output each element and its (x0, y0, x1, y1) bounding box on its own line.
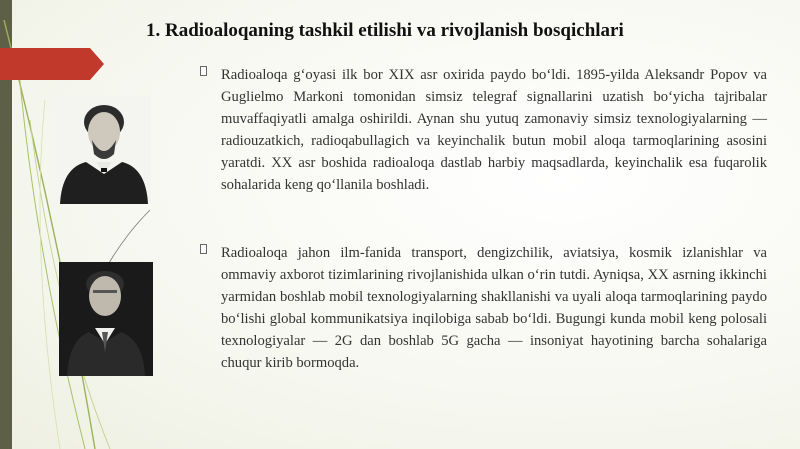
portrait-photo-marconi (59, 262, 153, 376)
bullet-icon (199, 64, 209, 78)
bullet-icon (199, 242, 209, 256)
portrait-photo-popov (56, 96, 151, 204)
bullet-item-impact (199, 242, 767, 374)
slide-title: 1. Radioaloqaning tashkil etilishi va rivojlanish bosqichlari (146, 20, 624, 41)
bullet-item-history (199, 64, 767, 196)
red-arrow-marker (0, 48, 104, 80)
paragraph-impact: Radioaloqa jahon ilm-fanida transport, dengizchilik, aviatsiya, kosmik izlanishlar va ommaviy axborot tizimlarining rivojlanishida ulkan o‘rin tutdi. Ayniqsa, XX asrning ikkinchi yarmidan boshlab mobil texnologiyalarning shakllanishi va uyali aloqa tarmoqlarining paydo bo‘lishi global kommunikatsiya inqilobiga sabab bo‘ldi. Bugungi kunda mobil keng polosali texnologiyalar — 2G dan boshlab 5G gacha — insoniyat hayotining barcha sohalariga chuqur kirib bormoqda. (221, 245, 767, 371)
paragraph-history: Radioaloqa g‘oyasi ilk bor XIX asr oxirida paydo bo‘ldi. 1895-yilda Aleksandr Popov va Guglielmo Markoni tomonidan simsiz telegraf signallarini uzatish bo‘yicha tajribalar muvaffaqiyatli amalga oshirildi. Aynan shu yutuq zamonaviy simsiz texnologiyalarning — radiouzatkich, radioqabullagich va keyinchalik butun mobil aloqa tarmoqlarining asosini yaratdi. XX asr boshida radioaloqa dastlab harbiy maqsadlarda, keyinchalik esa fuqarolik sohalarida keng qo‘llanila boshladi. (221, 67, 767, 193)
